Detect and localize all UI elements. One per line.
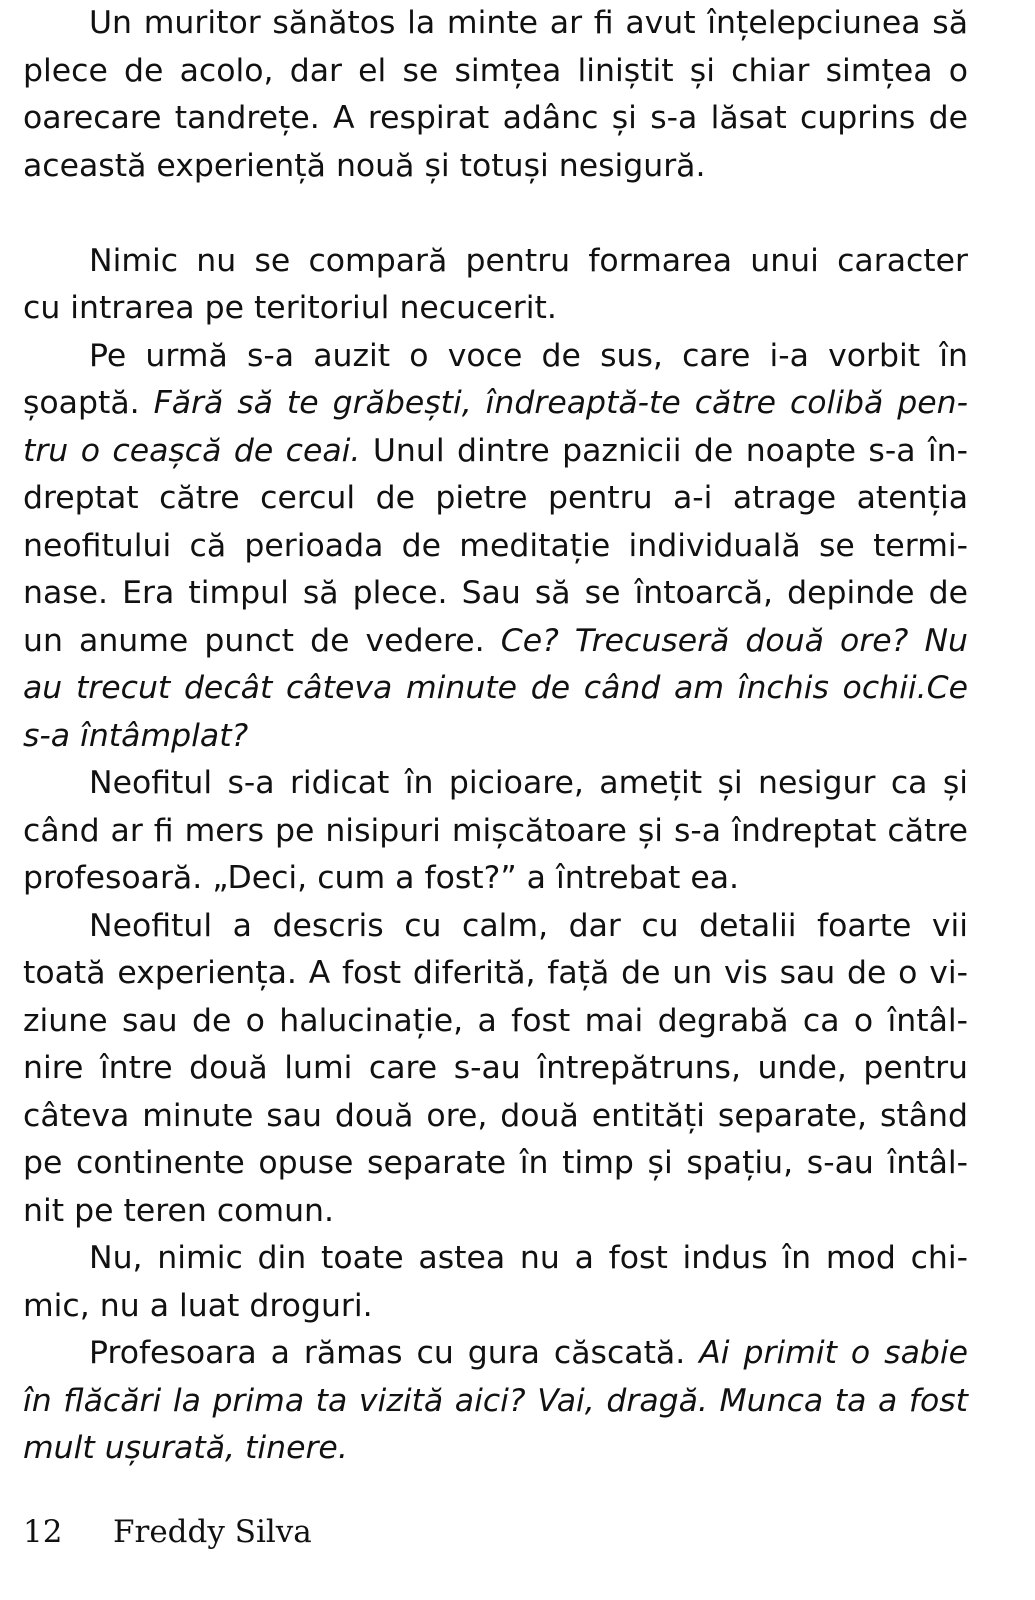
text-line — [23, 1093, 968, 1141]
text-run: oarecare tandrețe. A respirat adânc și s-a lăsat cuprins de — [23, 100, 968, 136]
text-run: Un muritor sănătos la minte ar fi avut înțelepciunea să — [89, 5, 968, 41]
paragraph — [23, 238, 968, 333]
text-run: nire între două lumi care s-au întrepătruns, unde, pentru — [23, 1050, 968, 1086]
text-run: mic, nu a luat droguri. — [23, 1287, 373, 1324]
text-run: nase. Era timpul să plece. Sau să se întoarcă, depinde de — [23, 575, 968, 611]
text-line — [23, 0, 968, 48]
text-run: plece de acolo, dar el se simțea liniștit și chiar simțea o — [23, 52, 968, 89]
paragraph — [23, 0, 968, 190]
page-footer — [23, 1512, 312, 1552]
text-run: când ar fi mers pe nisipuri mișcătoare și s-a îndreptat către — [23, 812, 968, 849]
italic-text: au trecut decât câteva minute de când am închis ochii.Ce — [23, 670, 968, 706]
text-line — [23, 285, 968, 333]
text-run: profesoară. „Deci, cum a fost?” a întrebat ea. — [23, 860, 740, 896]
text-line — [23, 855, 968, 903]
text-line — [23, 950, 968, 998]
text-line — [23, 95, 968, 143]
text-run: cu intrarea pe teritoriul necucerit. — [23, 290, 557, 326]
text-run: Nu, nimic din toate astea nu a fost indus în mod chi- — [89, 1240, 968, 1276]
text-run: nit pe teren comun. — [23, 1192, 335, 1229]
text-run: Profesoara a rămas cu gura căscată. — [89, 1335, 700, 1371]
text-run: toată experiența. A fost diferită, față de un vis sau de o vi- — [23, 955, 968, 991]
text-line — [23, 428, 968, 476]
text-line — [23, 570, 968, 618]
text-line — [23, 1188, 968, 1236]
paragraph — [23, 760, 968, 903]
text-run: șoaptă. — [23, 385, 154, 421]
author-name: Freddy Silva — [113, 1514, 312, 1550]
paragraph-gap — [23, 190, 968, 238]
text-run: neofitului că perioada de meditație individuală se termi- — [23, 527, 968, 564]
page-number: 12 — [23, 1514, 63, 1550]
text-line — [23, 1045, 968, 1093]
text-line — [23, 238, 968, 286]
italic-text: mult ușurată, tinere. — [23, 1430, 348, 1466]
text-run: pe continente opuse separate în timp și spațiu, s-au întâl- — [23, 1145, 968, 1181]
text-line — [23, 665, 968, 713]
text-line — [23, 475, 968, 523]
text-run: un anume punct de vedere. — [23, 622, 501, 659]
italic-text: Ce? Trecuseră două ore? Nu — [500, 622, 968, 659]
text-run: Nimic nu se compară pentru formarea unui caracter — [89, 242, 968, 279]
paragraph — [23, 333, 968, 761]
italic-text: tru o ceașcă de ceai. — [23, 432, 361, 469]
italic-text: în flăcări la prima ta vizită aici? Vai, dragă. Munca ta a fost — [23, 1382, 968, 1419]
paragraph — [23, 903, 968, 1236]
text-run: Pe urmă s-a auzit o voce de sus, care i-a vorbit în — [89, 337, 968, 374]
italic-text: s-a întâmplat? — [23, 717, 249, 754]
italic-text: Fără să te grăbești, îndreaptă-te către colibă pen- — [153, 385, 968, 421]
text-line — [23, 998, 968, 1046]
text-line — [23, 48, 968, 96]
text-line — [23, 1330, 968, 1378]
text-run: ziune sau de o halucinație, a fost mai degrabă ca o întâl- — [23, 1002, 968, 1039]
text-line — [23, 1283, 968, 1331]
text-line — [23, 1378, 968, 1426]
paragraph — [23, 1235, 968, 1330]
text-line — [23, 760, 968, 808]
text-line — [23, 1140, 968, 1188]
text-line — [23, 713, 968, 761]
text-line — [23, 1425, 968, 1473]
text-line — [23, 808, 968, 856]
text-line — [23, 618, 968, 666]
text-line — [23, 380, 968, 428]
text-run: Neofitul s-a ridicat în picioare, amețit și nesigur ca și — [89, 765, 968, 801]
text-line — [23, 333, 968, 381]
body-text — [23, 0, 968, 1473]
text-run: câteva minute sau două ore, două entități separate, stând — [23, 1097, 968, 1134]
text-run: Neofitul a descris cu calm, dar cu detalii foarte vii — [89, 907, 968, 944]
paragraph — [23, 1330, 968, 1473]
italic-text: Ai primit o sabie — [699, 1335, 968, 1371]
text-line — [23, 903, 968, 951]
text-line — [23, 1235, 968, 1283]
text-line — [23, 143, 968, 191]
text-run: această experiență nouă și totuși nesigură. — [23, 147, 706, 184]
text-run: dreptat către cercul de pietre pentru a-i atrage atenția — [23, 480, 968, 516]
text-line — [23, 523, 968, 571]
text-run: Unul dintre paznicii de noapte s-a în- — [360, 432, 968, 469]
